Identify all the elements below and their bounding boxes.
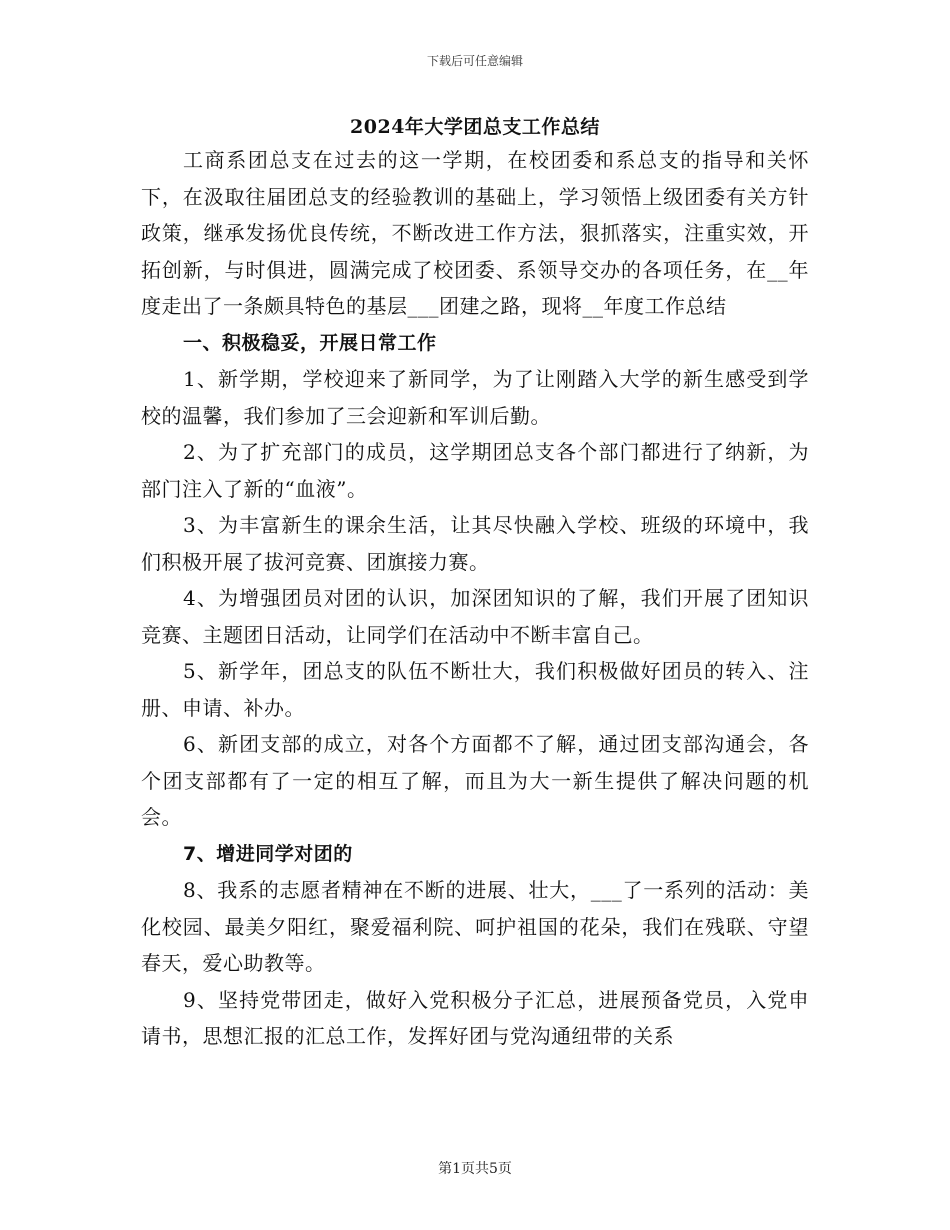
paragraph-item-4: 4、为增强团员对团的认识，加深团知识的了解，我们开展了团知识竞赛、主题团日活动，让同学们在活动中不断丰富自己。 — [141, 586, 809, 647]
section-heading-7: 7、增进同学对团的 — [183, 842, 353, 865]
section-heading-1: 一、积极稳妥，开展日常工作 — [183, 331, 437, 354]
paragraph-item-8: 8、我系的志愿者精神在不断的进展、壮大，___了一系列的活动：美化校园、最美夕阳红，聚爱福利院、呵护祖国的花朵，我们在残联、守望春天，爱心助教等。 — [141, 878, 809, 975]
paragraph-item-3: 3、为丰富新生的课余生活，让其尽快融入学校、班级的环境中，我们积极开展了拔河竞赛、团旗接力赛。 — [141, 513, 809, 574]
paragraph-item-6: 6、新团支部的成立，对各个方面都不了解，通过团支部沟通会，各个团支部都有了一定的相互了解，而且为大一新生提供了解决问题的机会。 — [141, 732, 809, 829]
document-body — [141, 142, 809, 1055]
paragraph-item-2: 2、为了扩充部门的成员，这学期团总支各个部门都进行了纳新，为部门注入了新的“血液”。 — [141, 440, 809, 501]
paragraph-item-5: 5、新学年，团总支的队伍不断壮大，我们积极做好团员的转入、注册、申请、补办。 — [141, 659, 809, 720]
paragraph-item-9: 9、坚持党带团走，做好入党积极分子汇总，进展预备党员，入党申请书，思想汇报的汇总工作，发挥好团与党沟通纽带的关系 — [141, 987, 809, 1048]
document-title: 2024年大学团总支工作总结 — [350, 116, 600, 138]
paragraph-item-1: 1、新学期，学校迎来了新同学，为了让刚踏入大学的新生感受到学校的温馨，我们参加了三会迎新和军训后勤。 — [141, 367, 809, 428]
page-header: 下载后可任意编辑 — [426, 54, 523, 68]
page-footer: 第1页共5页 — [438, 1161, 512, 1177]
paragraph-intro: 工商系团总支在过去的这一学期，在校团委和系总支的指导和关怀下，在汲取往届团总支的经验教训的基础上，学习领悟上级团委有关方针政策，继承发扬优良传统，不断改进工作方法，狠抓落实，注重实效，开拓创新，与时俱进，圆满完成了校团委、系领导交办的各项任务，在__年度走出了一条颇具特色的基层___团建之路，现将__年度工作总结 — [141, 148, 809, 318]
